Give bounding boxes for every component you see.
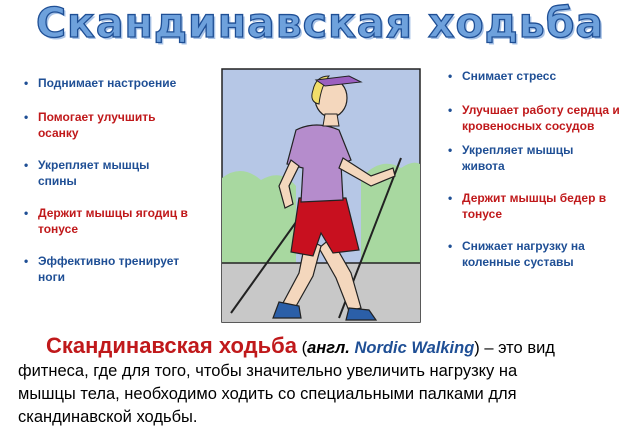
list-item: • Помогает улучшить осанку: [22, 109, 188, 141]
description-paragraph: [18, 334, 638, 429]
abbr: англ.: [307, 339, 350, 357]
list-item: • Держит мышцы бедер в тонусе: [446, 190, 632, 222]
text-line: скандинавской ходьбы.: [18, 408, 198, 426]
text-rest: – это вид: [479, 339, 555, 357]
list-item: • Укрепляет мышцы спины: [22, 157, 173, 189]
term: Скандинавская ходьба: [46, 333, 297, 358]
text-line: мышцы тела, необходимо ходить со специальными палками для: [18, 385, 517, 403]
list-item: • Снижает нагрузку на коленные суставы: [446, 238, 622, 270]
paren-open: (: [301, 339, 308, 357]
list-item: • Держит мышцы ягодиц в тонусе: [22, 205, 213, 237]
text-line: фитнеса, где для того, чтобы значительно увеличить нагрузку на: [18, 362, 518, 380]
list-item: • Снимает стресс: [446, 68, 622, 84]
paren-close: ): [474, 339, 480, 357]
benefits-right-list: [446, 68, 636, 269]
nordic-walker-illustration: [221, 68, 421, 323]
list-item: • Поднимает настроение: [22, 75, 188, 91]
benefits-left-list: [22, 75, 212, 284]
list-item: • Укрепляет мышцы живота: [446, 142, 612, 174]
list-item: • Улучшает работу сердца и кровеносных сосудов: [446, 102, 632, 134]
english-term: Nordic Walking: [354, 339, 475, 357]
page-title: Скандинавская ходьба: [35, 0, 605, 47]
list-item: • Эффективно тренирует ноги: [22, 253, 208, 285]
